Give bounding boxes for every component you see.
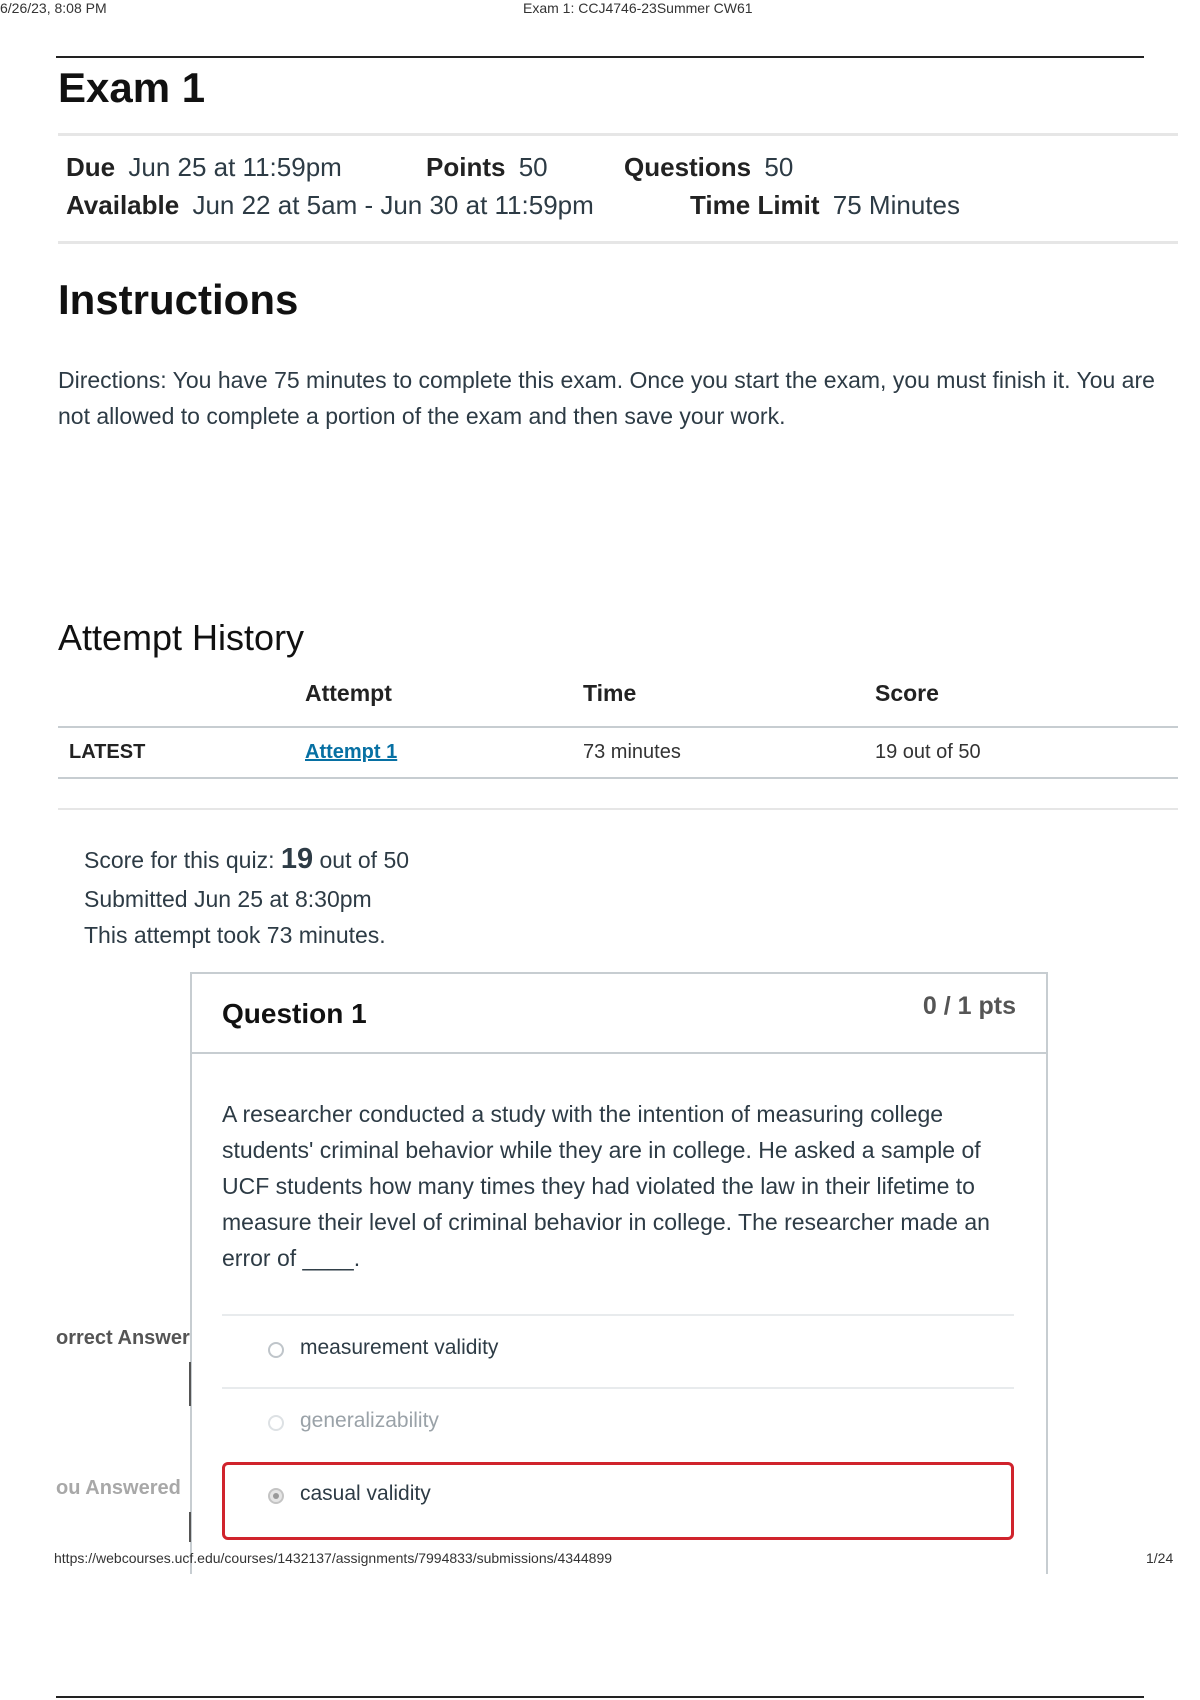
answer-option-selected-wrong[interactable] (222, 1462, 1014, 1540)
quiz-score (84, 843, 409, 876)
answer-label: casual validity (300, 1482, 431, 1505)
header-rule (58, 726, 1178, 728)
time-limit-meta (690, 190, 960, 221)
footer-url: https://webcourses.ucf.edu/courses/1432137/assignments/7994833/submissions/4344899 (54, 1550, 613, 1566)
question-text: A researcher conducted a study with the intention of measuring college students' criminal behavior while they are in college. He asked a sample of UCF students how many times they had violated the law in their lifetime to measure their level of criminal behavior in college. The researcher made an error of ____. (222, 1101, 990, 1271)
print-date: 6/26/23, 8:08 PM (0, 0, 107, 16)
row-rule (58, 777, 1178, 779)
answer-label: measurement validity (300, 1336, 499, 1359)
question-points: 0 / 1 pts (922, 992, 1016, 1020)
radio-icon[interactable] (268, 1342, 284, 1358)
column-header-attempt: Attempt (305, 680, 392, 706)
answer-label: generalizability (300, 1409, 439, 1432)
question-header (192, 974, 1046, 1054)
score-prefix: Score for this quiz: (84, 847, 275, 873)
correct-answer-label: orrect Answer (56, 1327, 190, 1349)
column-header-time: Time (583, 680, 637, 706)
questions-label: Questions (624, 152, 752, 182)
points-meta (426, 152, 548, 183)
due-meta (66, 152, 342, 183)
submitted-text: Submitted Jun 25 at 8:30pm (84, 886, 372, 912)
question-card (190, 972, 1048, 1574)
due-value: Jun 25 at 11:59pm (128, 152, 342, 182)
score-suffix: out of 50 (319, 847, 410, 873)
meta-divider (58, 241, 1178, 244)
attempt-1-link[interactable]: Attempt 1 (305, 741, 398, 763)
history-divider (58, 808, 1178, 810)
available-meta (66, 190, 594, 221)
points-label: Points (426, 152, 506, 182)
duration-text: This attempt took 73 minutes. (84, 922, 386, 948)
you-answered-label: ou Answered (56, 1477, 181, 1499)
available-value: Jun 22 at 5am - Jun 30 at 11:59pm (192, 190, 594, 220)
due-label: Due (66, 152, 116, 182)
radio-icon[interactable] (268, 1415, 284, 1431)
correct-answer-marker (189, 1362, 191, 1406)
header-divider (56, 56, 1144, 58)
question-title: Question 1 (222, 998, 367, 1029)
page-title: Exam 1 (58, 64, 206, 111)
points-value: 50 (518, 152, 548, 182)
questions-meta (624, 152, 793, 183)
time-limit-value: 75 Minutes (832, 190, 960, 220)
score-value: 19 (280, 843, 314, 875)
attempt-score: 19 out of 50 (875, 741, 981, 763)
print-doc-title: Exam 1: CCJ4746-23Summer CW61 (523, 0, 753, 16)
title-divider (58, 133, 1178, 136)
latest-tag: LATEST (69, 741, 146, 763)
you-answered-marker (189, 1512, 191, 1542)
instructions-text: Directions: You have 75 minutes to complete this exam. Once you start the exam, you must finish it. You are not allowed to complete a portion of the exam and then save your work. (58, 367, 1155, 429)
attempt-time: 73 minutes (583, 741, 681, 763)
attempt-history-heading: Attempt History (58, 617, 305, 658)
questions-value: 50 (764, 152, 794, 182)
answer-option[interactable] (222, 1316, 1014, 1386)
radio-selected-icon[interactable] (268, 1488, 284, 1504)
column-header-score: Score (875, 680, 939, 706)
available-label: Available (66, 190, 180, 220)
instructions-heading: Instructions (58, 276, 299, 323)
answer-option[interactable] (222, 1389, 1014, 1459)
time-limit-label: Time Limit (690, 190, 820, 220)
footer-page-number: 1/24 (1146, 1550, 1174, 1566)
bottom-divider (56, 1696, 1144, 1698)
